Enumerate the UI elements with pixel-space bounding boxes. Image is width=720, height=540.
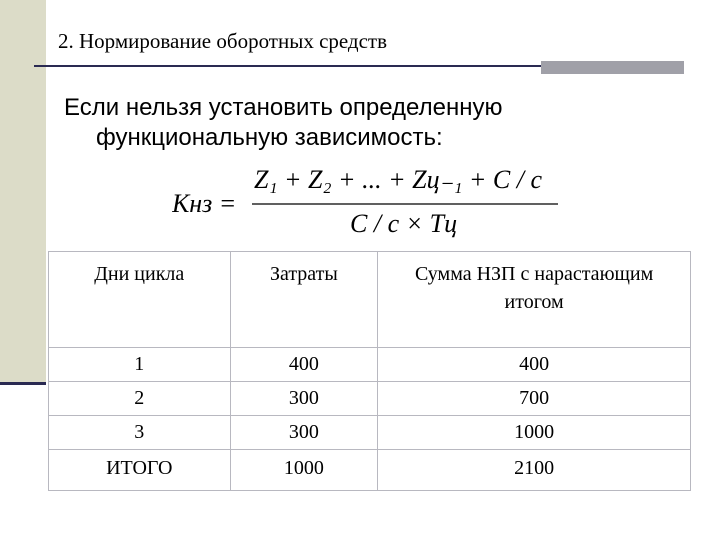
data-table bbox=[48, 251, 691, 491]
table-row bbox=[49, 348, 691, 382]
column-header: Дни цикла bbox=[49, 252, 231, 348]
slide-title: 2. Нормирование оборотных средств bbox=[58, 29, 388, 53]
body-text-line-1: Если нельзя установить определенную bbox=[64, 94, 503, 121]
table-row bbox=[49, 416, 691, 450]
table-cell: 400 bbox=[230, 348, 378, 382]
formula-lhs: Кнз = bbox=[172, 189, 237, 218]
table-cell: 1 bbox=[49, 348, 231, 382]
table-cell: ИТОГО bbox=[49, 450, 231, 491]
table-cell: 300 bbox=[230, 416, 378, 450]
body-text-line-2: функциональную зависимость: bbox=[96, 124, 443, 151]
table-cell: 3 bbox=[49, 416, 231, 450]
formula-numerator: Z₁ + Z₂ + ... + Zц₋₁ + C / c bbox=[254, 165, 543, 194]
table-cell: 2100 bbox=[378, 450, 691, 491]
formula bbox=[172, 162, 564, 242]
formula-denominator: C / c × Tц bbox=[350, 209, 458, 238]
title-accent-bar bbox=[541, 61, 684, 74]
sidebar-divider bbox=[0, 382, 46, 385]
table-row bbox=[49, 382, 691, 416]
table-header-row bbox=[49, 252, 691, 348]
table-cell: 1000 bbox=[378, 416, 691, 450]
table-cell: 2 bbox=[49, 382, 231, 416]
column-header: Затраты bbox=[230, 252, 378, 348]
sidebar-panel bbox=[0, 0, 46, 385]
table-row bbox=[49, 450, 691, 491]
table-cell: 1000 bbox=[230, 450, 378, 491]
table-cell: 700 bbox=[378, 382, 691, 416]
table-cell: 300 bbox=[230, 382, 378, 416]
column-header-text: Сумма НЗП с нарастающим итогом bbox=[414, 263, 654, 313]
table-cell: 400 bbox=[378, 348, 691, 382]
column-header bbox=[378, 252, 691, 348]
